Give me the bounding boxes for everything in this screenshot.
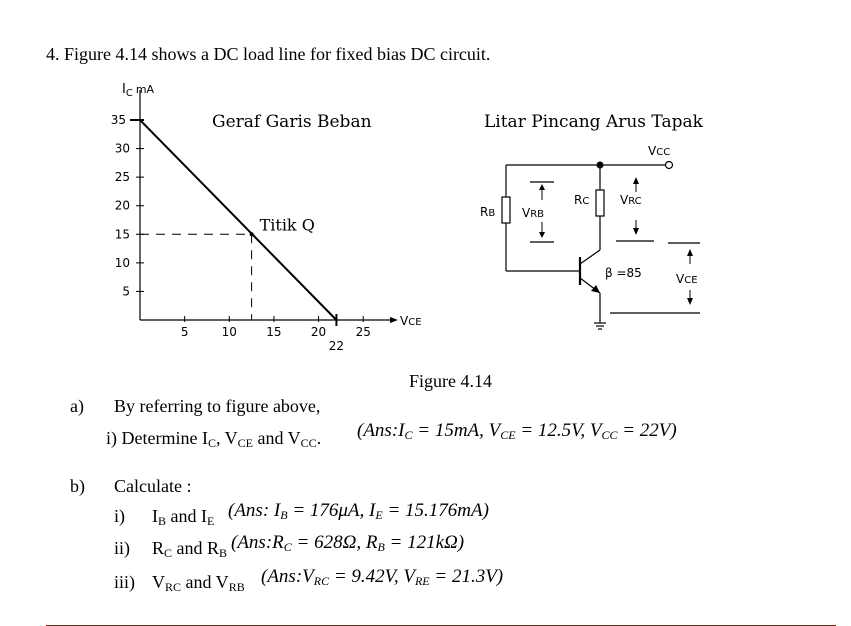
part-a-subquestion: i) Determine $I_C$, $V_{CE}$ and $V_{CC}$. xyxy=(106,428,322,450)
x-axis-label: VCE xyxy=(400,314,422,328)
part-b-item-1-answer: (Ans: $I_B = 176\mu A$, $I_E = 15.176mA$) xyxy=(228,500,489,522)
part-b-item-3: iii) $V_{RC}$ and $V_{RB}$ xyxy=(114,572,245,594)
y-tick-label-35: 35 xyxy=(110,113,126,127)
part-a-label: a) xyxy=(70,396,84,416)
x-tick-label-10: 10 xyxy=(221,325,237,339)
part-b-item-2: ii) $R_C$ and $R_B$ xyxy=(114,538,228,560)
fixed-bias-circuit xyxy=(470,100,730,340)
x-tick-label-5: 5 xyxy=(180,325,189,339)
vcc-terminal xyxy=(666,162,673,169)
emitter-arrow xyxy=(591,285,600,293)
y-tick-label-10: 10 xyxy=(114,255,130,270)
part-a-answer: ($Ans:I_C = 15mA$, $V_{CE} = 12.5V$, $V_{CC} = 22V$) xyxy=(357,420,677,442)
x-tick-label-25: 25 xyxy=(355,325,371,339)
part-b-item-3-answer: ($Ans:V_{RC} = 9.42V$, $V_{RE} = 21.3V$) xyxy=(261,566,504,588)
rc-label: RC xyxy=(574,193,590,207)
load-line-graph xyxy=(90,80,450,370)
x-axis-arrow xyxy=(390,317,398,323)
q-point-label: Titik Q xyxy=(259,215,315,235)
rb-label: RB xyxy=(480,205,496,219)
question-text: Figure 4.14 shows a DC load line for fixed bias DC circuit. xyxy=(64,44,491,64)
x-tick-label-20: 20 xyxy=(310,325,327,339)
y-ticks xyxy=(111,113,144,298)
vcc-label: VCC xyxy=(648,144,671,158)
y-tick-label-5: 5 xyxy=(122,284,130,299)
transistor-collector xyxy=(580,250,600,264)
vce-label: VCE xyxy=(676,272,698,286)
y-axis-label: $I_C$ $^{mA}$ xyxy=(122,82,155,99)
beta-label: β =85 xyxy=(605,266,642,280)
vrc-label: VRC xyxy=(620,193,642,207)
rb-resistor xyxy=(502,197,510,223)
y-tick-label-15: 15 xyxy=(114,227,130,242)
part-b-label: b) xyxy=(70,476,85,496)
y-tick-label-30: 30 xyxy=(114,141,130,156)
circuit-title: Litar Pincang Arus Tapak xyxy=(484,112,703,132)
question-heading xyxy=(46,44,490,65)
rc-resistor xyxy=(596,190,604,216)
y-tick-label-20: 20 xyxy=(114,198,130,213)
y-tick-label-25: 25 xyxy=(114,170,130,185)
part-a-text: By referring to figure above, xyxy=(114,396,321,416)
question-number: 4. xyxy=(46,44,60,64)
figure-caption: Figure 4.14 xyxy=(409,371,492,391)
x-tick-label-15: 15 xyxy=(266,325,282,339)
graph-title: Geraf Garis Beban xyxy=(212,112,372,132)
vrb-label: VRB xyxy=(522,206,545,220)
part-b-item-1: i) $I_B$ and $I_E$ xyxy=(114,506,215,528)
q-point-marker xyxy=(250,232,254,236)
x-tick-22-label: 22 xyxy=(328,339,345,353)
part-b-item-2-answer: ($Ans:R_C = 628\Omega$, $R_B = 121k\Omega$) xyxy=(231,532,465,554)
part-b-text: Calculate : xyxy=(114,476,192,496)
